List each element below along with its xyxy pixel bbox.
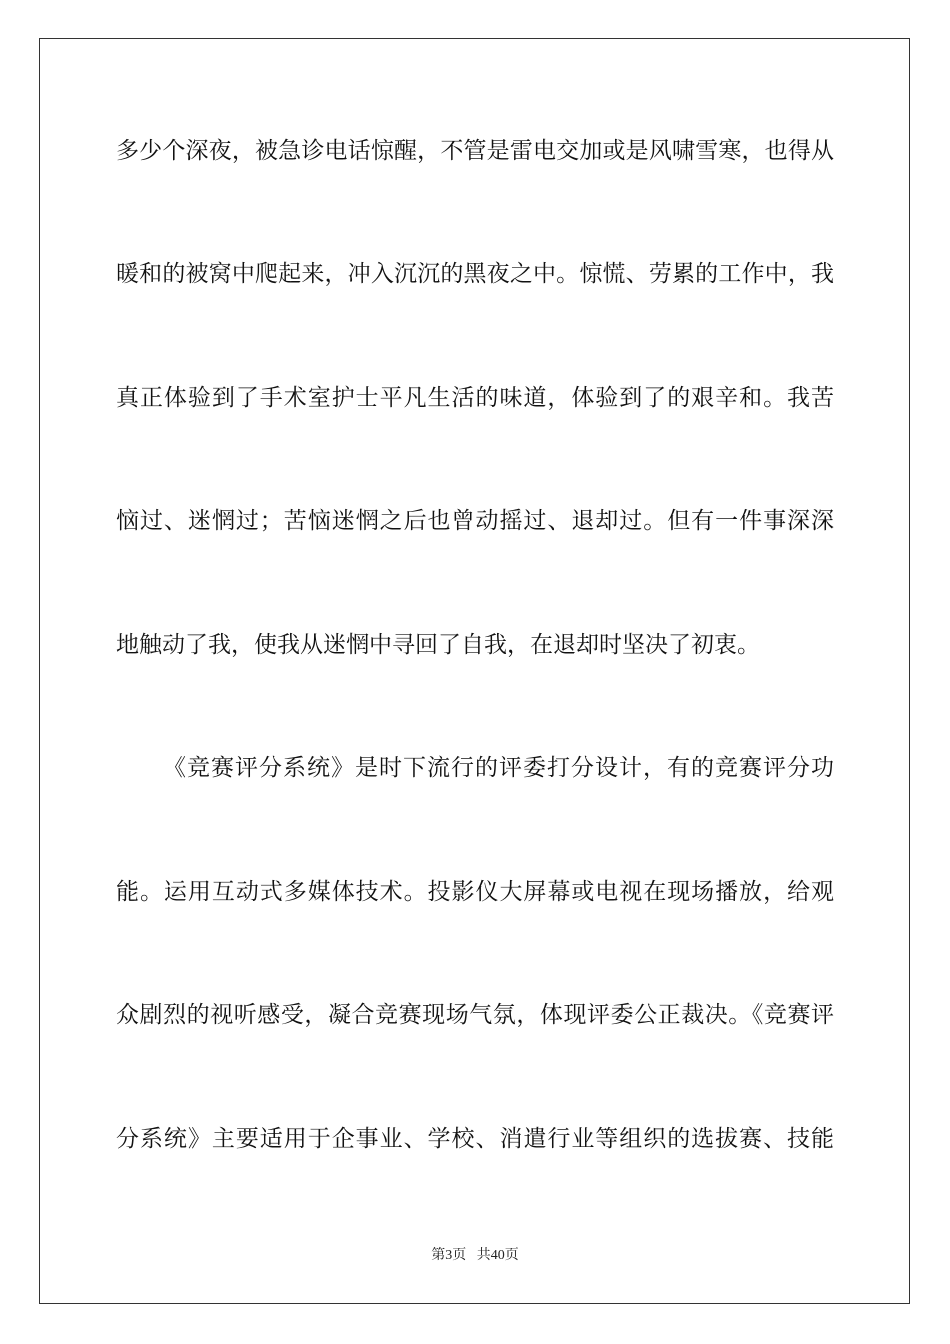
paragraph-line: 多少个深夜，被急诊电话惊醒，不管是雷电交加或是风啸雪寒，也得从 bbox=[116, 138, 834, 164]
paragraph-line: 能。运用互动式多媒体技术。投影仪大屏幕或电视在现场播放，给观 bbox=[116, 879, 834, 905]
paragraph-line: 地触动了我，使我从迷惘中寻回了自我，在退却时坚决了初衷。 bbox=[116, 632, 760, 658]
paragraph-line: 暖和的被窝中爬起来，冲入沉沉的黑夜之中。惊慌、劳累的工作中，我 bbox=[116, 261, 834, 287]
paragraph-line: 众剧烈的视听感受，凝合竞赛现场气氛，体现评委公正裁决。《竞赛评 bbox=[116, 1002, 834, 1028]
page-footer bbox=[0, 1247, 950, 1265]
page-number: 第3页 bbox=[431, 1248, 467, 1263]
page-total: 共40页 bbox=[476, 1248, 519, 1263]
paragraph-line: 《竞赛评分系统》是时下流行的评委打分设计，有的竞赛评分功 bbox=[163, 755, 834, 781]
paragraph-line: 分系统》主要适用于企事业、学校、消遣行业等组织的选拔赛、技能 bbox=[116, 1126, 834, 1152]
page-border bbox=[39, 38, 910, 1304]
paragraph-line: 恼过、迷惘过；苦恼迷惘之后也曾动摇过、退却过。但有一件事深深 bbox=[116, 508, 834, 534]
paragraph-line: 真正体验到了手术室护士平凡生活的味道，体验到了的艰辛和。我苦 bbox=[116, 385, 834, 411]
